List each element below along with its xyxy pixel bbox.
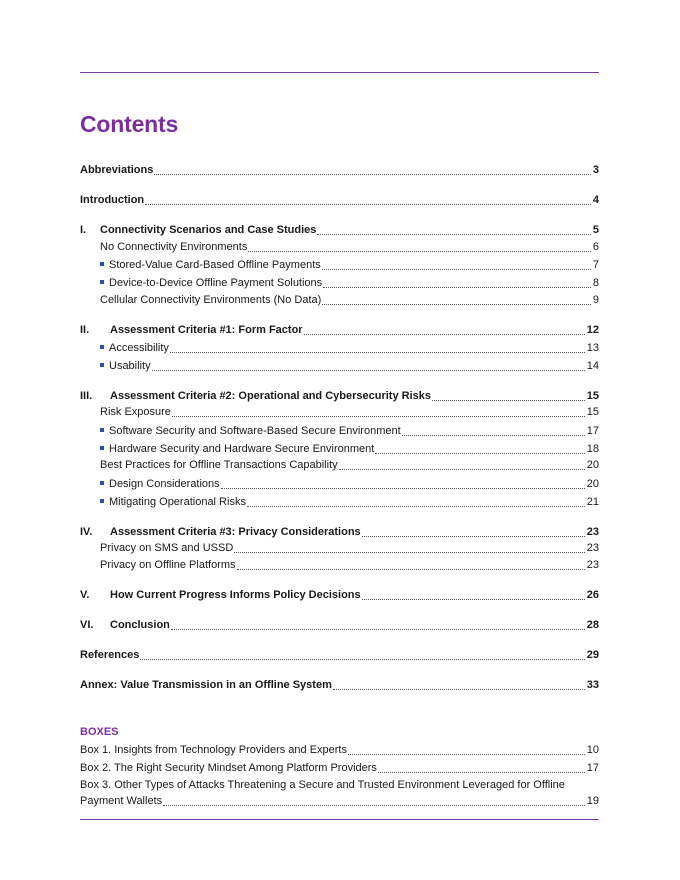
toc-label: Design Considerations	[109, 478, 220, 490]
leader-dots	[234, 552, 584, 553]
leader-dots	[248, 251, 591, 252]
toc-page-number: 21	[586, 496, 599, 508]
toc-label: Introduction	[80, 194, 145, 206]
toc-label: Assessment Criteria #3: Privacy Considerations	[110, 526, 361, 538]
toc-label: Cellular Connectivity Environments (No Data)	[100, 294, 322, 306]
leader-dots	[247, 506, 585, 507]
toc-entry-section-1[interactable]	[80, 222, 599, 238]
leader-dots	[170, 352, 585, 353]
box-entry-3-line1[interactable]: Box 3. Other Types of Attacks Threatening a Secure and Trusted Environment Leveraged for Offline	[80, 779, 565, 791]
toc-bullet-entry[interactable]	[100, 476, 599, 492]
toc-label: Payment Wallets	[80, 795, 163, 807]
toc-label: Assessment Criteria #2: Operational and Cybersecurity Risks	[110, 390, 431, 402]
toc-entry-section-2[interactable]	[80, 322, 599, 338]
toc-label: Device-to-Device Offline Payment Solutions	[109, 277, 323, 289]
toc-entry-abbreviations[interactable]	[80, 162, 599, 178]
toc-page-number: 18	[586, 443, 599, 455]
toc-entry-section-4[interactable]	[80, 524, 599, 540]
toc-label: No Connectivity Environments	[100, 241, 248, 253]
leader-dots	[304, 334, 585, 335]
square-bullet-icon	[100, 363, 104, 367]
toc-page-number: 15	[586, 390, 599, 402]
toc-entry-references[interactable]	[80, 647, 599, 663]
toc-label: Connectivity Scenarios and Case Studies	[100, 224, 317, 236]
leader-dots	[339, 469, 585, 470]
leader-dots	[362, 599, 585, 600]
leader-dots	[362, 536, 585, 537]
toc-label: Privacy on SMS and USSD	[100, 542, 234, 554]
toc-page-number: 29	[586, 649, 599, 661]
toc-label: Best Practices for Offline Transactions Capability	[100, 459, 338, 471]
leader-dots	[378, 772, 585, 773]
section-numeral: I.	[80, 224, 87, 236]
toc-label: Conclusion	[110, 619, 170, 631]
boxes-heading: BOXES	[80, 726, 119, 738]
toc-subentry[interactable]	[100, 404, 599, 420]
leader-dots	[154, 174, 591, 175]
toc-page-number: 23	[586, 542, 599, 554]
leader-dots	[432, 400, 585, 401]
section-numeral: VI.	[80, 619, 94, 631]
toc-label: Assessment Criteria #1: Form Factor	[110, 324, 303, 336]
toc-page-number: 8	[592, 277, 599, 289]
leader-dots	[140, 659, 584, 660]
toc-page-number: 3	[592, 164, 599, 176]
leader-dots	[163, 805, 585, 806]
section-numeral: II.	[80, 324, 90, 336]
toc-page-number: 23	[586, 559, 599, 571]
square-bullet-icon	[100, 262, 104, 266]
toc-page-number: 4	[592, 194, 599, 206]
leader-dots	[152, 370, 585, 371]
page-title: Contents	[80, 111, 179, 137]
leader-dots	[221, 488, 585, 489]
square-bullet-icon	[100, 345, 104, 349]
toc-label: Risk Exposure	[100, 406, 171, 418]
leader-dots	[237, 569, 585, 570]
square-bullet-icon	[100, 481, 104, 485]
toc-label: Stored-Value Card-Based Offline Payments	[109, 259, 321, 271]
leader-dots	[402, 435, 585, 436]
toc-label: Hardware Security and Hardware Secure Environment	[109, 443, 375, 455]
toc-entry-section-5[interactable]	[80, 587, 599, 603]
toc-entry-annex[interactable]	[80, 677, 599, 693]
toc-page-number: 23	[586, 526, 599, 538]
toc-bullet-entry[interactable]	[100, 423, 599, 439]
leader-dots	[322, 304, 591, 305]
toc-bullet-entry[interactable]	[100, 358, 599, 374]
toc-page-number: 20	[586, 459, 599, 471]
section-numeral: III.	[80, 390, 93, 402]
leader-dots	[172, 416, 585, 417]
toc-label: Box 1. Insights from Technology Providers and Experts	[80, 744, 347, 756]
leader-dots	[375, 453, 584, 454]
toc-subentry[interactable]	[100, 239, 599, 255]
toc-entry-section-6[interactable]	[80, 617, 599, 633]
section-numeral: V.	[80, 589, 90, 601]
toc-page-number: 19	[586, 795, 599, 807]
toc-page-number: 15	[586, 406, 599, 418]
leader-dots	[171, 629, 585, 630]
toc-label: References	[80, 649, 140, 661]
toc-page-number: 17	[586, 425, 599, 437]
toc-label: Annex: Value Transmission in an Offline System	[80, 679, 332, 691]
toc-label: Software Security and Software-Based Secure Environment	[109, 425, 401, 437]
toc-bullet-entry[interactable]	[100, 257, 599, 273]
toc-page-number: 7	[592, 259, 599, 271]
toc-label: Mitigating Operational Risks	[109, 496, 246, 508]
leader-dots	[333, 689, 585, 690]
toc-page-number: 9	[592, 294, 599, 306]
top-divider	[80, 72, 599, 73]
toc-page-number: 26	[586, 589, 599, 601]
toc-page-number: 28	[586, 619, 599, 631]
toc-bullet-entry[interactable]	[100, 340, 599, 356]
toc-page-number: 13	[586, 342, 599, 354]
toc-subentry[interactable]	[100, 292, 599, 308]
leader-dots	[323, 287, 591, 288]
toc-label: Box 2. The Right Security Mindset Among Platform Providers	[80, 762, 377, 774]
toc-page-number: 33	[586, 679, 599, 691]
toc-label: Usability	[109, 360, 151, 372]
toc-page-number: 12	[586, 324, 599, 336]
leader-dots	[145, 204, 591, 205]
toc-bullet-entry[interactable]	[100, 441, 599, 457]
toc-label: How Current Progress Informs Policy Decisions	[110, 589, 361, 601]
section-numeral: IV.	[80, 526, 93, 538]
square-bullet-icon	[100, 499, 104, 503]
toc-subentry[interactable]	[100, 557, 599, 573]
toc-page-number: 20	[586, 478, 599, 490]
toc-bullet-entry[interactable]	[100, 275, 599, 291]
leader-dots	[322, 269, 591, 270]
toc-label: Privacy on Offline Platforms	[100, 559, 236, 571]
toc-page-number: 5	[592, 224, 599, 236]
box-entry-2[interactable]	[80, 760, 599, 776]
toc-page-number: 14	[586, 360, 599, 372]
toc-page-number: 17	[586, 762, 599, 774]
square-bullet-icon	[100, 280, 104, 284]
toc-entry-section-3[interactable]	[80, 388, 599, 404]
toc-subentry[interactable]	[100, 540, 599, 556]
leader-dots	[317, 234, 590, 235]
toc-label: Abbreviations	[80, 164, 154, 176]
square-bullet-icon	[100, 428, 104, 432]
leader-dots	[348, 754, 585, 755]
toc-page-number: 10	[586, 744, 599, 756]
bottom-divider	[80, 819, 599, 820]
toc-bullet-entry[interactable]	[100, 494, 599, 510]
toc-subentry[interactable]	[100, 457, 599, 473]
toc-entry-introduction[interactable]	[80, 192, 599, 208]
box-entry-1[interactable]	[80, 742, 599, 758]
square-bullet-icon	[100, 446, 104, 450]
box-entry-3[interactable]	[80, 793, 599, 809]
toc-label: Accessibility	[109, 342, 169, 354]
toc-page-number: 6	[592, 241, 599, 253]
